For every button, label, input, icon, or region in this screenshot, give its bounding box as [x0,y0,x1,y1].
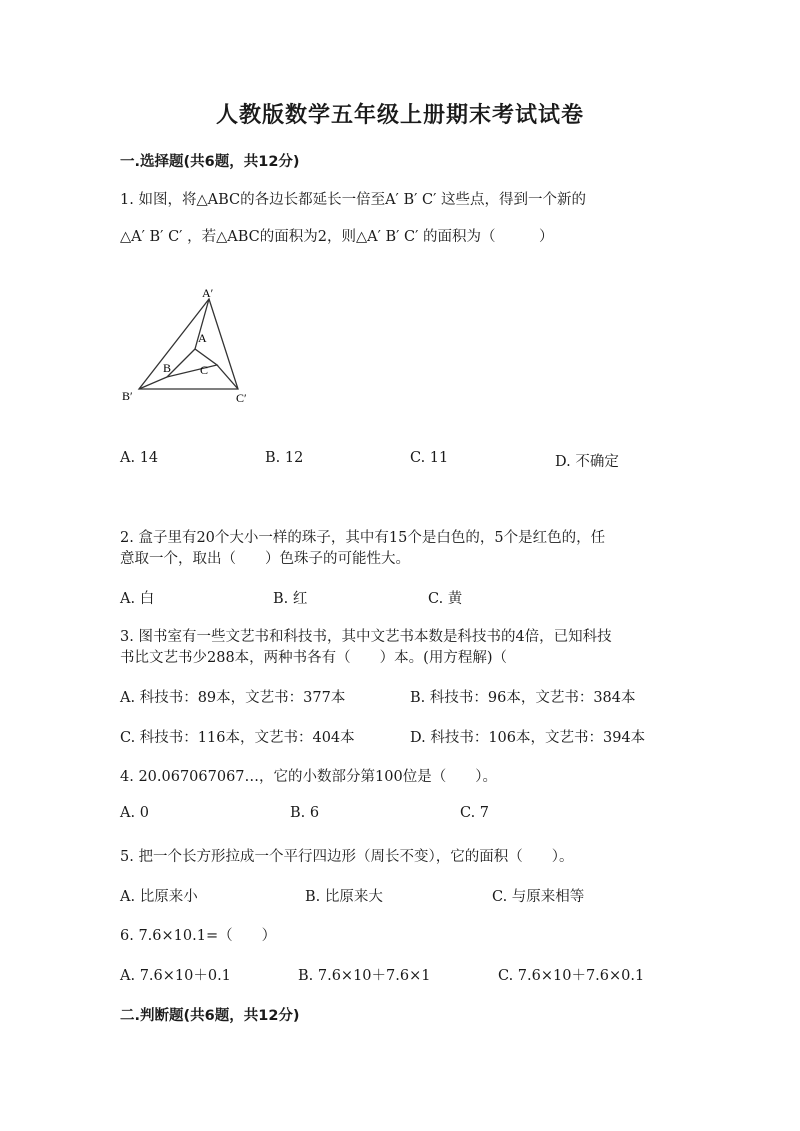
question-3-line-2: 书比文艺书少288本，两种书各有（ ）本。(用方程解)（ [120,650,507,666]
page-title: 人教版数学五年级上册期末考试试卷 [215,102,584,128]
question-6-option-c[interactable]: C. 7.6×10＋7.6×0.1 [498,968,645,984]
question-1-line-1: 1. 如图，将△ABC的各边长都延长一倍至A′ B′ C′ 这些点，得到一个新的 [120,192,587,208]
question-4-option-c[interactable]: C. 7 [460,805,490,821]
question-2-line-1: 2. 盒子里有20个大小一样的珠子，其中有15个是白色的，5个是红色的，任 [120,530,606,546]
question-1-option-a[interactable]: A. 14 [120,450,159,466]
section-heading: 二.判断题(共6题，共12分) [120,1008,300,1024]
label-b: B [163,361,172,375]
question-3-option-c[interactable]: C. 科技书：116本，文艺书：404本 [120,730,355,746]
question-5-option-c[interactable]: C. 与原来相等 [492,889,585,905]
question-6-line-1: 6. 7.6×10.1=（ ） [120,928,277,944]
question-4-option-a[interactable]: A. 0 [120,805,149,821]
label-a-prime: A′ [202,286,214,300]
question-3-option-a[interactable]: A. 科技书：89本，文艺书：377本 [120,690,346,706]
question-2-option-b[interactable]: B. 红 [273,591,308,607]
label-c: C [200,363,209,377]
segment-c-prime-c [217,365,238,389]
question-4-option-b[interactable]: B. 6 [290,805,320,821]
question-3-option-d[interactable]: D. 科技书：106本，文艺书：394本 [410,730,646,746]
question-6-option-a[interactable]: A. 7.6×10＋0.1 [120,968,231,984]
question-1-option-c[interactable]: C. 11 [410,450,449,466]
question-2-option-a[interactable]: A. 白 [120,591,155,607]
inner-triangle [167,349,217,377]
outer-triangle [139,299,238,389]
question-5-line-1: 5. 把一个长方形拉成一个平行四边形（周长不变），它的面积（ ）。 [120,849,574,865]
question-5-option-a[interactable]: A. 比原来小 [120,889,198,905]
question-1-option-b[interactable]: B. 12 [265,450,304,466]
question-5-option-b[interactable]: B. 比原来大 [305,889,383,905]
question-1-line-2: △A′ B′ C′ ，若△ABC的面积为2，则△A′ B′ C′ 的面积为（ ） [120,229,554,245]
question-3-option-b[interactable]: B. 科技书：96本，文艺书：384本 [410,690,636,706]
section-heading: 一.选择题(共6题，共12分) [120,154,300,170]
question-4-line-1: 4. 20.067067067…，它的小数部分第100位是（ ）。 [120,769,497,785]
label-a: A [198,331,207,345]
question-2-option-c[interactable]: C. 黄 [428,591,463,607]
triangle-figure [118,282,258,407]
label-c-prime: C′ [236,391,247,405]
question-1-option-d[interactable]: D. 不确定 [555,454,619,470]
question-6-option-b[interactable]: B. 7.6×10＋7.6×1 [298,968,431,984]
question-3-line-1: 3. 图书室有一些文艺书和科技书，其中文艺书本数是科技书的4倍，已知科技 [120,629,612,645]
question-2-line-2: 意取一个，取出（ ）色珠子的可能性大。 [120,551,410,567]
label-b-prime: B′ [122,389,133,403]
